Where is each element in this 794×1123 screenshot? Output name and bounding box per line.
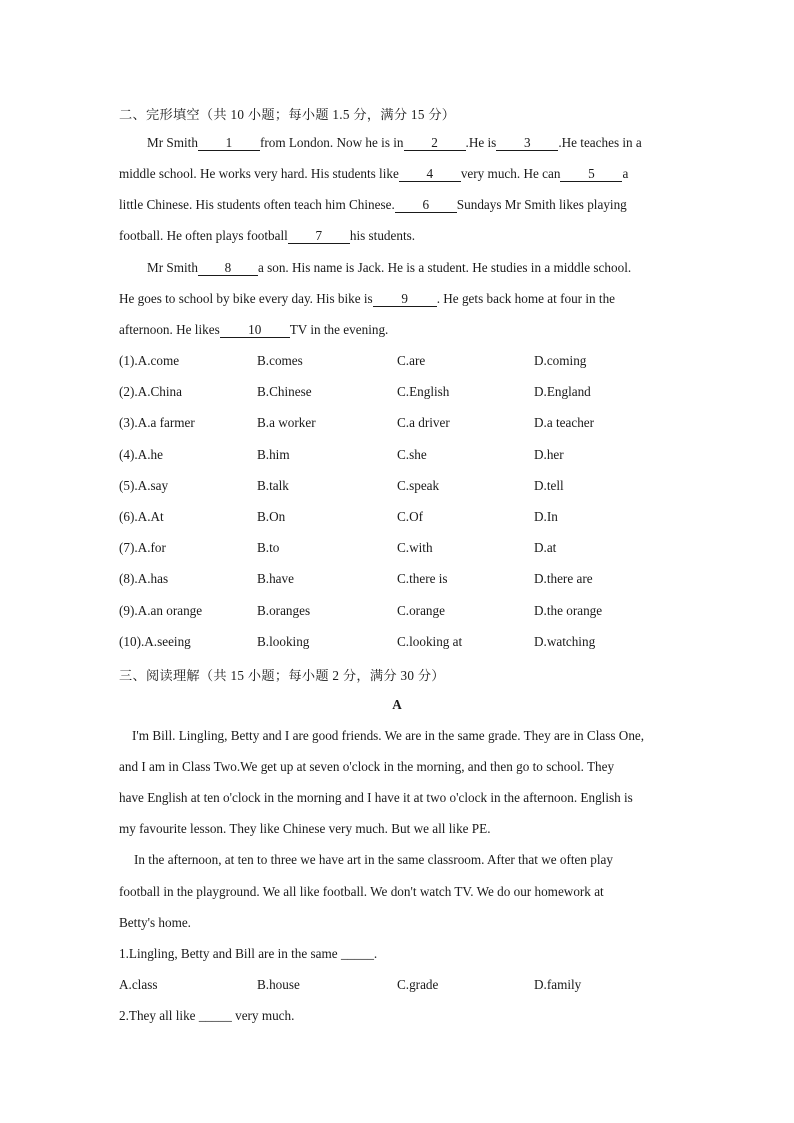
cloze-text: his students. xyxy=(349,228,416,243)
cloze-option-b[interactable]: B.to xyxy=(257,540,280,555)
cloze-option-c[interactable]: C.there is xyxy=(397,571,448,586)
section-heading-reading: 三、阅读理解（共 15 小题；每小题 2 分，满分 30 分） xyxy=(119,668,445,683)
cloze-text: from London. Now he is in xyxy=(259,135,404,150)
cloze-option-b[interactable]: B.On xyxy=(257,509,286,524)
cloze-option-a[interactable]: (3).A.a farmer xyxy=(119,415,195,430)
cloze-option-b[interactable]: B.a worker xyxy=(257,415,316,430)
passage-line: my favourite lesson. They like Chinese very much. But we all like PE. xyxy=(119,821,491,836)
cloze-option-c[interactable]: C.looking at xyxy=(397,634,463,649)
cloze-paragraph-1-line-2 xyxy=(119,166,628,182)
cloze-text: Sundays Mr Smith likes playing xyxy=(456,197,627,212)
cloze-option-d[interactable]: D.coming xyxy=(534,353,587,368)
cloze-blank: 5 xyxy=(560,167,622,182)
cloze-option-a[interactable]: (2).A.China xyxy=(119,384,182,399)
cloze-option-d[interactable]: D.a teacher xyxy=(534,415,595,430)
cloze-option-b[interactable]: B.looking xyxy=(257,634,310,649)
reading-option-b[interactable]: B.house xyxy=(257,977,300,992)
cloze-option-c[interactable]: C.speak xyxy=(397,478,440,493)
cloze-paragraph-2-line-2 xyxy=(119,291,615,307)
cloze-text: Mr Smith xyxy=(147,260,198,275)
cloze-text: . He gets back home at four in the xyxy=(436,291,616,306)
cloze-text: He goes to school by bike every day. His bike is xyxy=(119,291,373,306)
cloze-option-d[interactable]: D.watching xyxy=(534,634,596,649)
cloze-option-a[interactable]: (10).A.seeing xyxy=(119,634,191,649)
cloze-paragraph-2-line-3 xyxy=(119,322,388,338)
cloze-paragraph-1-line-1 xyxy=(147,135,642,151)
passage-line: I'm Bill. Lingling, Betty and I are good friends. We are in the same grade. They are in Class One, xyxy=(132,728,645,743)
reading-question-2-stem: 2.They all like _____ very much. xyxy=(119,1008,295,1023)
passage-line: have English at ten o'clock in the morning and I have it at two o'clock in the afternoon. English is xyxy=(119,790,633,805)
cloze-option-b[interactable]: B.him xyxy=(257,447,290,462)
cloze-option-c[interactable]: C.Of xyxy=(397,509,424,524)
cloze-text: afternoon. He likes xyxy=(119,322,220,337)
cloze-blank: 1 xyxy=(198,136,260,151)
cloze-option-b[interactable]: B.oranges xyxy=(257,603,311,618)
cloze-text: a son. His name is Jack. He is a student. He studies in a middle school. xyxy=(257,260,632,275)
cloze-option-d[interactable]: D.at xyxy=(534,540,557,555)
reading-option-c[interactable]: C.grade xyxy=(397,977,439,992)
cloze-blank: 10 xyxy=(220,323,290,338)
cloze-option-c[interactable]: C.she xyxy=(397,447,427,462)
cloze-option-c[interactable]: C.are xyxy=(397,353,426,368)
cloze-option-d[interactable]: D.the orange xyxy=(534,603,603,618)
cloze-blank: 3 xyxy=(496,136,558,151)
cloze-option-a[interactable]: (1).A.come xyxy=(119,353,180,368)
cloze-paragraph-2-line-1 xyxy=(147,260,631,276)
cloze-text: Mr Smith xyxy=(147,135,198,150)
reading-option-a[interactable]: A.class xyxy=(119,977,158,992)
cloze-blank: 9 xyxy=(373,292,437,307)
cloze-option-c[interactable]: C.a driver xyxy=(397,415,450,430)
passage-line: football in the playground. We all like football. We don't watch TV. We do our homework at xyxy=(119,884,604,899)
cloze-option-d[interactable]: D.her xyxy=(534,447,564,462)
reading-option-d[interactable]: D.family xyxy=(534,977,582,992)
passage-line: Betty's home. xyxy=(119,915,191,930)
cloze-option-d[interactable]: D.In xyxy=(534,509,558,524)
cloze-option-a[interactable]: (7).A.for xyxy=(119,540,166,555)
cloze-blank: 2 xyxy=(404,136,466,151)
cloze-blank: 8 xyxy=(198,261,258,276)
cloze-option-b[interactable]: B.talk xyxy=(257,478,289,493)
cloze-blank: 6 xyxy=(395,198,457,213)
passage-line: In the afternoon, at ten to three we have art in the same classroom. After that we often play xyxy=(134,852,613,867)
passage-line: and I am in Class Two.We get up at seven o'clock in the morning, and then go to school. They xyxy=(119,759,615,774)
cloze-option-a[interactable]: (8).A.has xyxy=(119,571,169,586)
cloze-paragraph-1-line-3 xyxy=(119,197,627,213)
cloze-text: .He is xyxy=(465,135,497,150)
cloze-option-c[interactable]: C.English xyxy=(397,384,450,399)
cloze-text: a xyxy=(622,166,629,181)
cloze-text: middle school. He works very hard. His students like xyxy=(119,166,399,181)
cloze-text: football. He often plays football xyxy=(119,228,288,243)
section-heading-cloze: 二、完形填空（共 10 小题；每小题 1.5 分，满分 15 分） xyxy=(119,107,456,122)
cloze-blank: 7 xyxy=(288,229,350,244)
cloze-option-b[interactable]: B.have xyxy=(257,571,294,586)
reading-question-1-stem: 1.Lingling, Betty and Bill are in the same _____. xyxy=(119,946,378,961)
cloze-option-a[interactable]: (9).A.an orange xyxy=(119,603,203,618)
cloze-option-d[interactable]: D.tell xyxy=(534,478,564,493)
cloze-text: little Chinese. His students often teach him Chinese. xyxy=(119,197,395,212)
cloze-text: very much. He can xyxy=(460,166,561,181)
cloze-option-b[interactable]: B.comes xyxy=(257,353,303,368)
passage-label: A xyxy=(392,697,402,712)
cloze-option-a[interactable]: (4).A.he xyxy=(119,447,163,462)
cloze-text: .He teaches in a xyxy=(558,135,642,150)
cloze-text: TV in the evening. xyxy=(289,322,389,337)
cloze-option-c[interactable]: C.orange xyxy=(397,603,445,618)
cloze-option-b[interactable]: B.Chinese xyxy=(257,384,312,399)
cloze-option-a[interactable]: (5).A.say xyxy=(119,478,169,493)
cloze-option-c[interactable]: C.with xyxy=(397,540,433,555)
cloze-option-d[interactable]: D.England xyxy=(534,384,591,399)
cloze-option-a[interactable]: (6).A.At xyxy=(119,509,164,524)
cloze-paragraph-1-line-4 xyxy=(119,228,415,244)
cloze-option-d[interactable]: D.there are xyxy=(534,571,593,586)
cloze-blank: 4 xyxy=(399,167,461,182)
